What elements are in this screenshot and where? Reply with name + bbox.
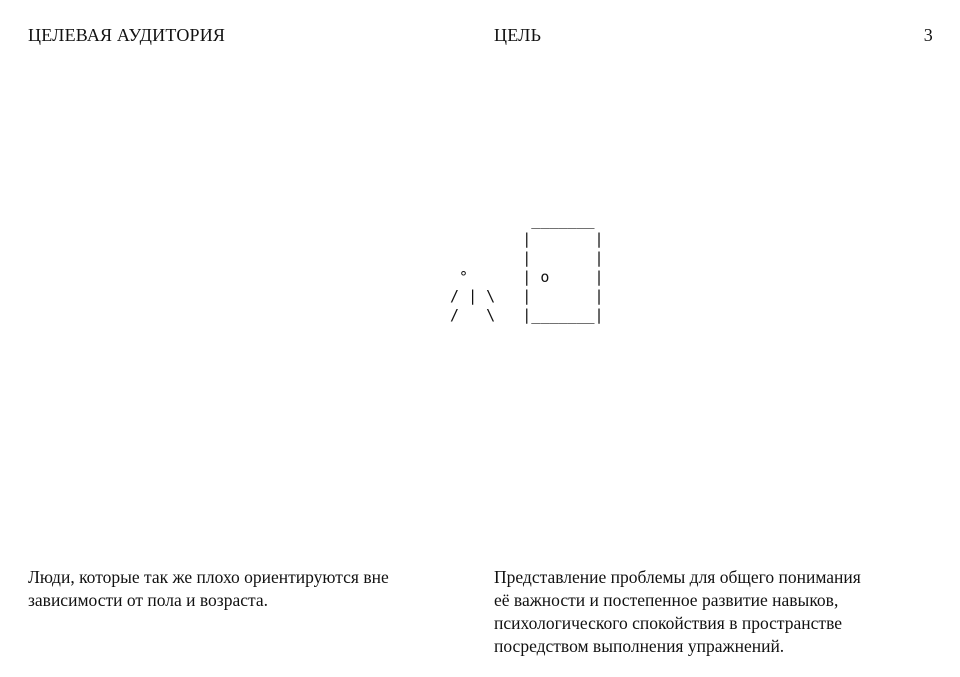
goal-line: её важности и постепенное развитие навыков, (494, 590, 839, 610)
goal-text (494, 566, 914, 658)
page-number: 3 (923, 25, 933, 45)
target-audience-text (28, 566, 448, 612)
target-audience-line: зависимости от пола и возраста. (28, 590, 268, 610)
target-audience-heading: ЦЕЛЕВАЯ АУДИТОРИЯ (28, 25, 226, 45)
goal-line: посредством выполнения упражнений. (494, 636, 785, 656)
goal-heading: ЦЕЛЬ (494, 25, 542, 45)
goal-line: психологического спокойствия в пространстве (494, 613, 843, 633)
target-audience-line: Люди, которые так же плохо ориентируются вне (28, 567, 389, 587)
goal-line: Представление проблемы для общего понимания (494, 567, 861, 587)
person-and-door-ascii-illustration: _______ | | | | ° | o | / | \ | | / \ |_______| (450, 211, 604, 324)
